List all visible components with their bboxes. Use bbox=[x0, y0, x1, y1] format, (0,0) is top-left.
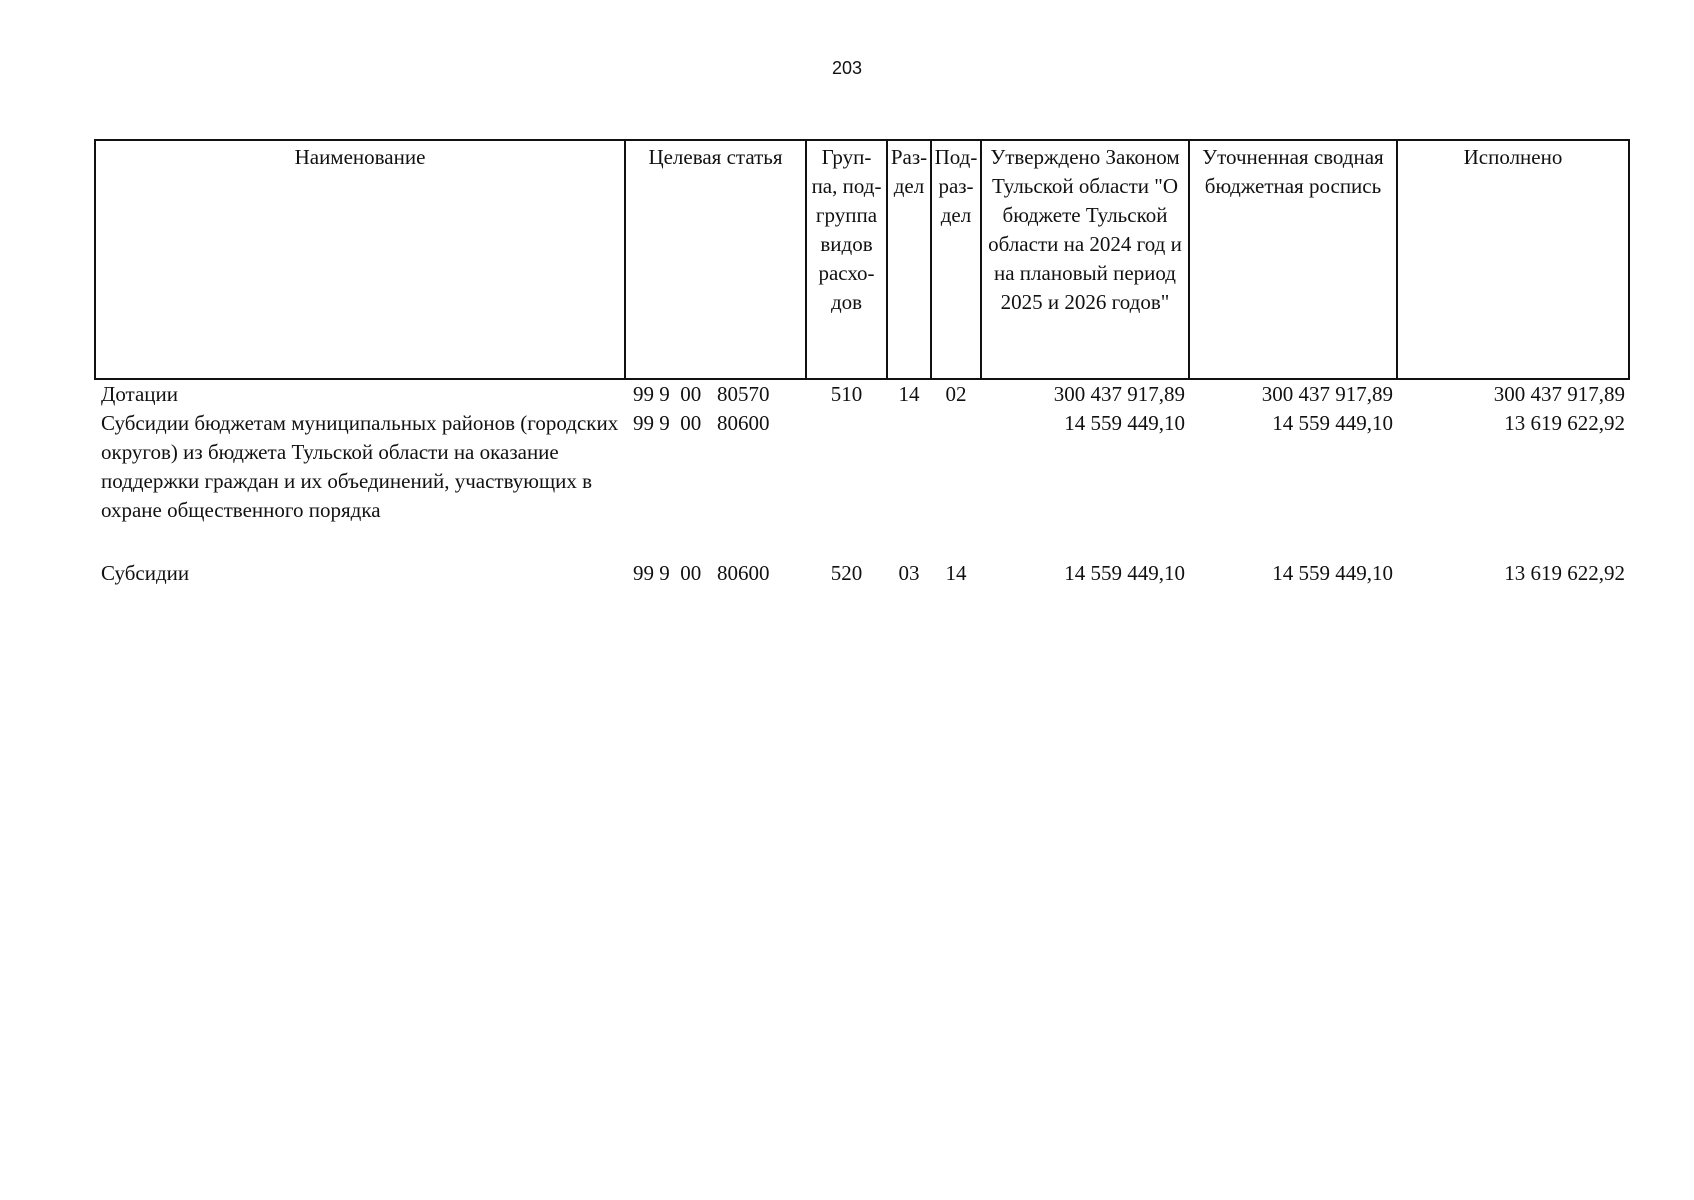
row-target: 99 9 00 80600 bbox=[633, 561, 770, 585]
row-subsection bbox=[931, 409, 981, 559]
row-name: Субсидии bbox=[101, 561, 190, 585]
row-subsection: 14 bbox=[945, 561, 967, 585]
row-section: 14 bbox=[898, 382, 920, 406]
table-row bbox=[95, 379, 1629, 409]
row-refined: 14 559 449,10 bbox=[1272, 561, 1393, 585]
header-approved: Утверждено Законом Тульской области "О бюджете Тульской области на 2024 год и на плановый период 2025 и 2026 годов" bbox=[981, 140, 1189, 379]
row-target: 99 9 00 80570 bbox=[633, 382, 770, 406]
page-number: 203 bbox=[831, 58, 863, 78]
row-executed: 13 619 622,92 bbox=[1504, 561, 1625, 585]
table-row bbox=[95, 409, 1629, 559]
budget-table bbox=[94, 139, 1630, 588]
row-approved: 300 437 917,89 bbox=[1053, 382, 1185, 406]
row-approved: 14 559 449,10 bbox=[1064, 561, 1185, 585]
header-section: Раз-дел bbox=[887, 140, 931, 379]
row-name: Субсидии бюджетам муниципальных районов (городских округов) из бюджета Тульской области на оказание поддержки граждан и их объединений, участвующих в охране общественного порядка bbox=[101, 411, 619, 522]
row-group: 510 bbox=[830, 382, 863, 406]
budget-table-container bbox=[94, 139, 1628, 588]
header-subsection: Под-раз-дел bbox=[931, 140, 981, 379]
row-approved: 14 559 449,10 bbox=[1064, 411, 1185, 435]
header-group: Груп-па, под-группа видов расхо-дов bbox=[806, 140, 887, 379]
header-name: Наименование bbox=[95, 140, 625, 379]
header-refined: Уточненная сводная бюджетная роспись bbox=[1189, 140, 1397, 379]
row-executed: 300 437 917,89 bbox=[1493, 382, 1625, 406]
row-section bbox=[887, 409, 931, 559]
row-subsection: 02 bbox=[945, 382, 967, 406]
header-target: Целевая статья bbox=[625, 140, 806, 379]
header-row bbox=[95, 140, 1629, 379]
row-refined: 14 559 449,10 bbox=[1272, 411, 1393, 435]
row-target: 99 9 00 80600 bbox=[633, 411, 770, 435]
row-group bbox=[806, 409, 887, 559]
row-group: 520 bbox=[830, 561, 863, 585]
row-section: 03 bbox=[898, 561, 920, 585]
row-executed: 13 619 622,92 bbox=[1504, 411, 1625, 435]
header-executed: Исполнено bbox=[1397, 140, 1629, 379]
row-refined: 300 437 917,89 bbox=[1261, 382, 1393, 406]
table-row bbox=[95, 559, 1629, 588]
row-name: Дотации bbox=[101, 382, 179, 406]
